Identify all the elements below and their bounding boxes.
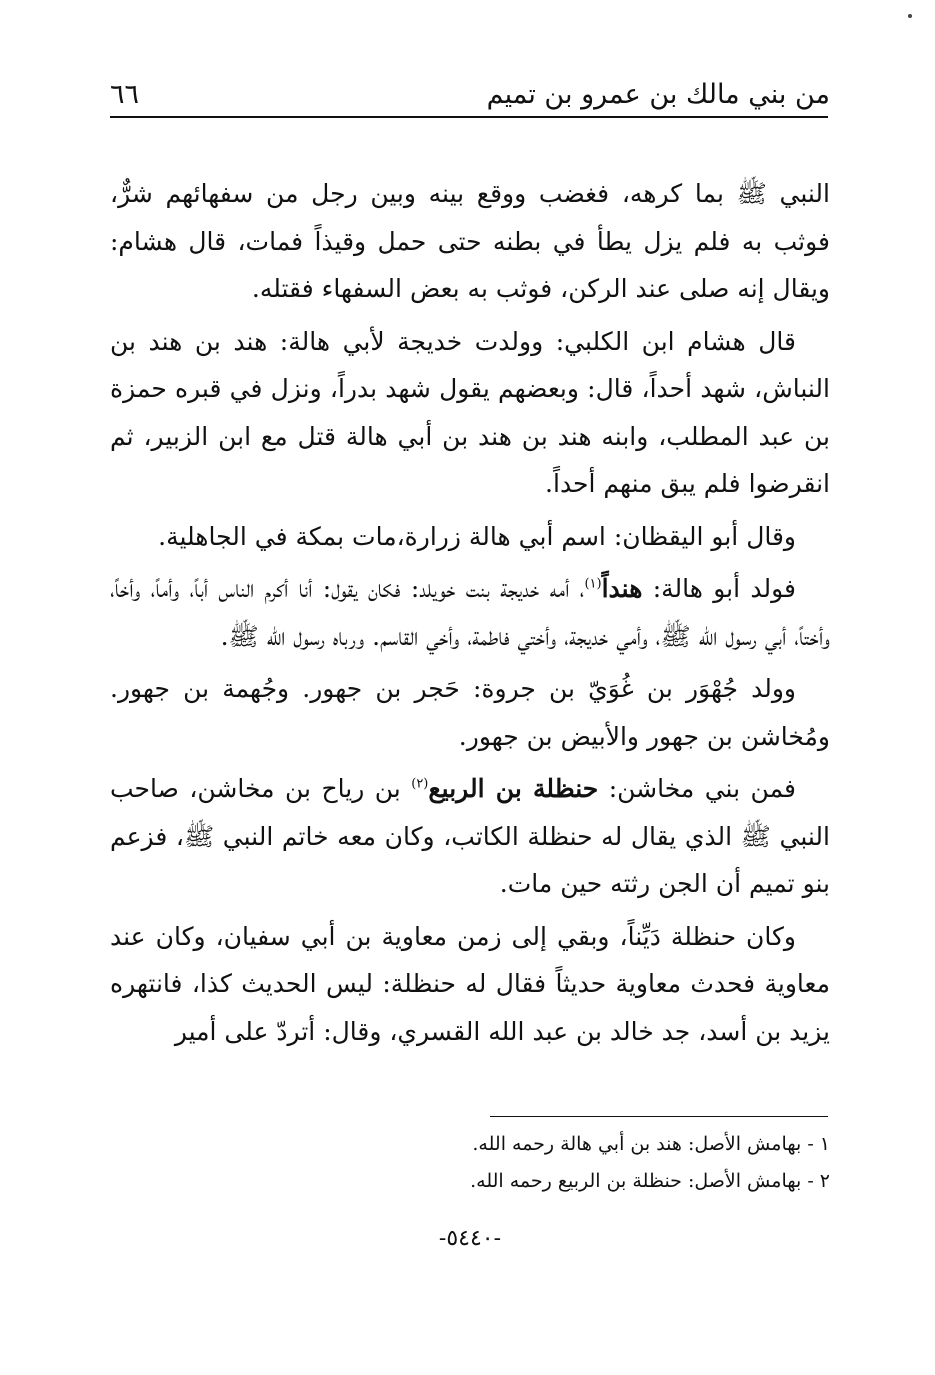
footnote: ١ - بهامش الأصل: هند بن أبي هالة رحمه الله. <box>472 1133 830 1155</box>
page-header <box>110 70 830 110</box>
paragraph <box>110 565 830 660</box>
bold-name: حنظلة بن الربيع <box>428 774 599 803</box>
paragraph-text: بن رياح بن مخاشن، صاحب النبي ﷺ الذي يقال له حنظلة الكاتب، وكان معه خاتم النبي ﷺ، فزعم بنو تميم أن الجن رثته حين مات. <box>110 774 830 898</box>
header-rule <box>110 116 828 118</box>
footnote-marker: (١) <box>584 576 602 592</box>
paragraph: وولد جُهْوَر بن غُوَيّ بن جروة: حَجر بن جهور. وجُهمة بن جهور. ومُخاشن بن جهور والأبيض بن جهور. <box>110 674 830 751</box>
footnote-marker: (٢) <box>411 776 429 792</box>
paragraph-text: ، أمه خديجة بنت خويلد: فكان يقول: أنا أكرم الناس أباً، وأماً، وأخاً، وأختاً، أبي رسول الله ﷺ، وأمي خديجة، وأختي فاطمة، وأخي القاسم. ورباه رسول الله ﷺ. <box>110 574 830 651</box>
body-text <box>110 170 830 1060</box>
scan-speck <box>908 14 912 18</box>
folio-number: -٥٤٤٠- <box>438 1226 502 1251</box>
running-title: من بني مالك بن عمرو بن تميم <box>486 79 830 110</box>
paragraph: وقال أبو اليقظان: اسم أبي هالة زرارة،مات بمكة في الجاهلية. <box>158 521 796 551</box>
footnote: ٢ - بهامش الأصل: حنظلة بن الربيع رحمه الله. <box>470 1170 830 1192</box>
paragraph <box>110 765 830 908</box>
paragraph-text: فمن بني مخاشن: <box>598 774 796 803</box>
footnotes <box>110 1126 830 1200</box>
paragraph-text: فولد أبو هالة: <box>642 574 796 603</box>
footnote-rule <box>490 1116 828 1117</box>
bold-name: هنداً <box>601 574 643 603</box>
page-number: ٦٦ <box>110 79 140 110</box>
paragraph: النبي ﷺ بما كرهه، فغضب ووقع بينه وبين رجل من سفهائهم شرٌّ، فوثب به فلم يزل يطأ في بطنه حتى حمل وقيذاً فمات، قال هشام: ويقال إنه صلى عند الركن، فوثب به بعض السفهاء فقتله. <box>110 179 830 303</box>
paragraph: وكان حنظلة دَيِّناً، وبقي إلى زمن معاوية بن أبي سفيان، وكان عند معاوية فحدث معاوية حديثاً فقال له حنظلة: ليس الحديث كذا، فانتهره يزيد بن أسد، جد خالد بن عبد الله القسري، وقال: أتردّ على أمير <box>110 921 830 1046</box>
paragraph: قال هشام ابن الكلبي: وولدت خديجة لأبي هالة: هند بن هند بن النباش، شهد أحداً، قال: وبعضهم يقول شهد بدراً، ونزل في قبره حمزة بن عبد المطلب، وابنه هند بن هند بن أبي هالة قتل مع ابن الزبير، ثم انقرضوا فلم يبق منهم أحداً. <box>110 326 830 498</box>
